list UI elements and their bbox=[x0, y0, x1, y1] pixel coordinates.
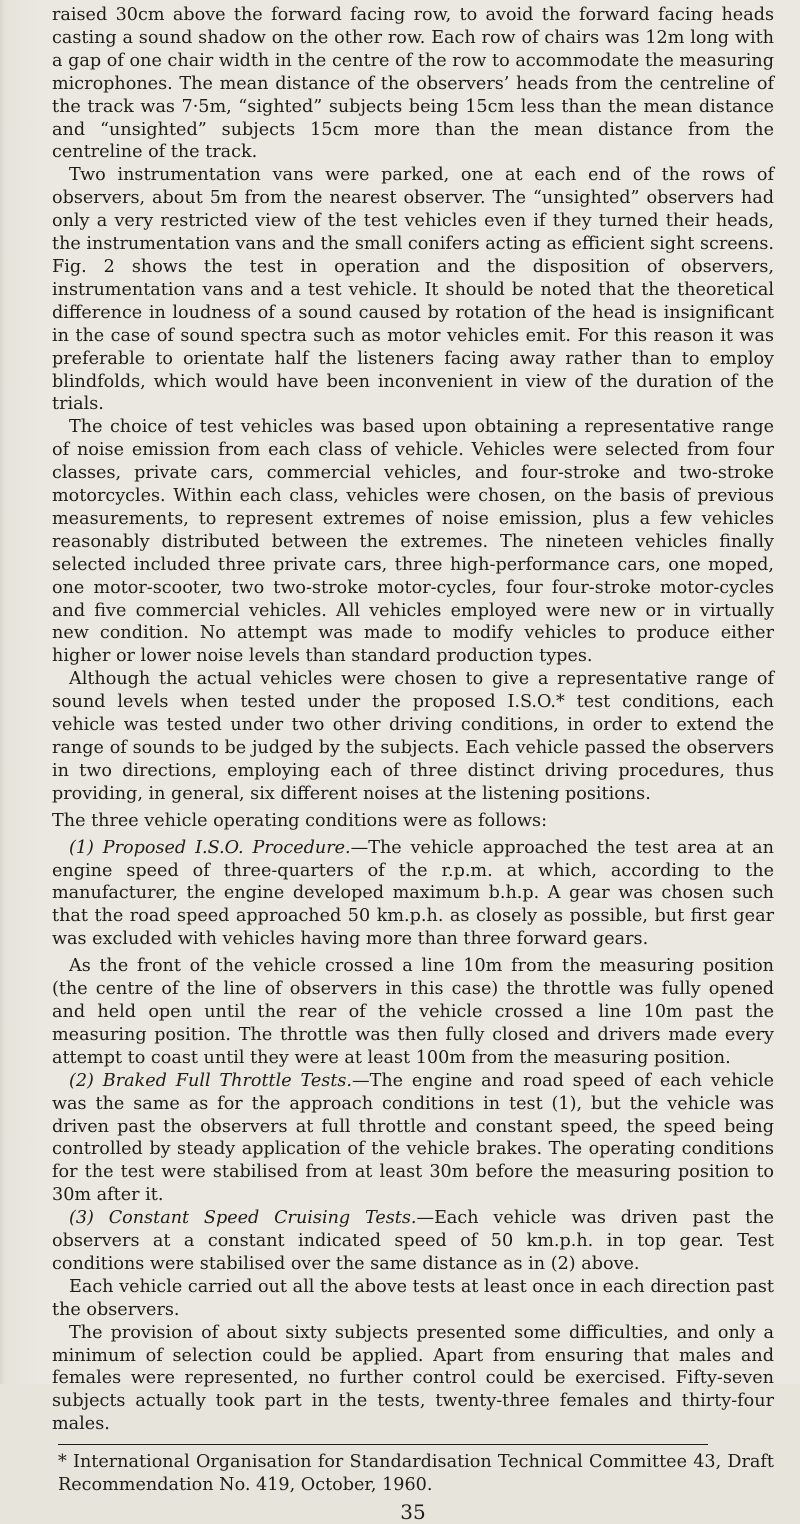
condition-1 bbox=[52, 837, 774, 952]
paragraph-vehicle-choice: The choice of test vehicles was based upon obtaining a representative range of noise emission from each class of vehicle. Vehicles were selected from four classes, private cars, commercial vehicles, and four-stroke and two-stroke motorcycles. Within each class, vehicles were chosen, on the basis of previous measurements, to represent extremes of noise emission, plus a few vehicles reasonably distributed between the extremes. The nineteen vehicles finally selected included three private cars, three high-performance cars, one moped, one motor-scooter, two two-stroke motor-cycles, four four-stroke motor-cycles and five commercial vehicles. All vehicles employed were new or in virtually new condition. No attempt was made to modify vehicles to produce either higher or lower noise levels than standard production types. bbox=[52, 417, 774, 667]
condition-2-body: —The engine and road speed of each vehicle was the same as for the approach conditions in test (1), but the vehicle was driven past the observers at full throttle and constant speed, the speed being controlled by steady application of the vehicle brakes. The operating conditions for the test were stabilised from at least 30m before the measuring position to 30m after it. bbox=[52, 1070, 774, 1206]
paragraph-operating-conditions-intro: The three vehicle operating conditions were as follows: bbox=[52, 810, 548, 831]
paragraph-each-direction: Each vehicle carried out all the above tests at least once in each direction past the observers. bbox=[52, 1276, 774, 1320]
condition-1-heading: (1) Proposed I.S.O. Procedure. bbox=[69, 837, 351, 858]
page-number: 35 bbox=[400, 1500, 426, 1524]
condition-2 bbox=[52, 1070, 774, 1207]
footnote-divider bbox=[58, 1444, 708, 1445]
condition-3-heading: (3) Constant Speed Cruising Tests. bbox=[69, 1208, 417, 1229]
paragraph-driving-conditions: Although the actual vehicles were chosen to give a representative range of sound levels when tested under the proposed I.S.O.* test conditions, each vehicle was tested under two other driving conditions, in order to extend the range of sounds to be judged by the subjects. Each vehicle passed the observers in two directions, employing each of three distinct driving procedures, thus providing, in general, six different noises at the listening positions. bbox=[52, 669, 774, 804]
condition-3-body: —Each vehicle was driven past the observers at a constant indicated speed of 50 km.p.h. in top gear. Test conditions were stabilised over the same distance as in (2) above. bbox=[52, 1208, 774, 1274]
paragraph-subjects: The provision of about sixty subjects presented some difficulties, and only a minimum of selection could be applied. Apart from ensuring that males and females were represented, no further control could be exercised. Fifty-seven subjects actually took part in the tests, twenty-three females and thirty-four males. bbox=[52, 1322, 774, 1435]
paragraph-seating: raised 30cm above the forward facing row, to avoid the forward facing heads casting a sound shadow on the other row. Each row of chairs was 12m long with a gap of one chair width in the centre of the row to accommodate the measuring microphones. The mean distance of the observers’ heads from the centreline of the track was 7·5m, “sighted” subjects being 15cm less than the mean distance and “unsighted” subjects 15cm more than the mean distance from the centreline of the track. bbox=[52, 5, 774, 163]
condition-3 bbox=[52, 1207, 774, 1276]
condition-1-continued: As the front of the vehicle crossed a line 10m from the measuring position (the centre of the line of observers in this case) the throttle was fully opened and held open until the rear of the vehicle crossed a line 10m past the measuring position. The throttle was then fully closed and drivers made every attempt to coast until they were at least 100m from the measuring position. bbox=[52, 956, 774, 1068]
body-text bbox=[52, 4, 774, 1524]
condition-2-heading: (2) Braked Full Throttle Tests. bbox=[69, 1070, 353, 1091]
paragraph-instrumentation-vans: Two instrumentation vans were parked, one at each end of the rows of observers, about 5m from the nearest observer. The “unsighted” observers had only a very restricted view of the test vehicles even if they turned their heads, the instrumentation vans and the small conifers acting as efficient sight screens. Fig. 2 shows the test in operation and the disposition of observers, instrumentation vans and a test vehicle. It should be noted that the theoretical difference in loudness of a sound caused by rotation of the head is insignificant in the case of sound spectra such as motor vehicles emit. For this reason it was preferable to orientate half the listeners facing away rather than to employ blindfolds, which would have been inconvenient in view of the duration of the trials. bbox=[52, 165, 775, 415]
condition-1-body: —The vehicle approached the test area at an engine speed of three-quarters of the r.p.m. at which, according to the manufacturer, the engine developed maximum b.h.p. A gear was chosen such that the road speed approached 50 km.p.h. as closely as possible, but first gear was excluded with vehicles having more than three forward gears. bbox=[52, 837, 774, 950]
footnote: * International Organisation for Standardisation Technical Committee 43, Draft Recommendation No. 419, October, 1960. bbox=[58, 1452, 774, 1496]
